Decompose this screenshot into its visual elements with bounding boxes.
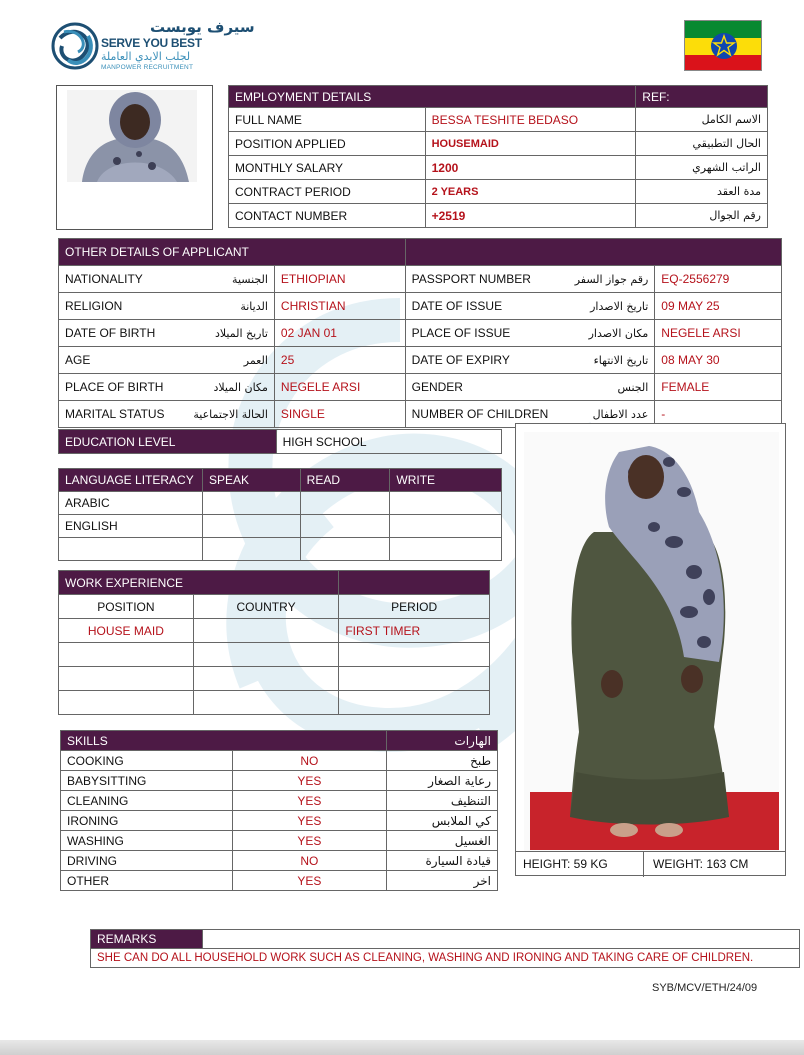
table-row — [59, 515, 502, 538]
skill-value: YES — [232, 871, 386, 891]
table-row — [59, 347, 782, 374]
language-arabic: ARABIC — [59, 492, 203, 515]
measurements-row — [515, 851, 786, 876]
date-of-issue-label: DATE OF ISSUE — [405, 293, 554, 320]
work-position-value: HOUSE MAID — [59, 619, 194, 643]
read-header: READ — [300, 469, 390, 492]
gender-label: GENDER — [405, 374, 554, 401]
nationality-value: ETHIOPIAN — [274, 266, 405, 293]
table-row — [229, 180, 768, 204]
monthly-salary-arabic: الراتب الشهري — [636, 156, 768, 180]
logo-knot-icon — [50, 18, 100, 74]
age-label: AGE — [59, 347, 185, 374]
table-row — [59, 320, 782, 347]
table-row — [229, 156, 768, 180]
table-row — [61, 791, 498, 811]
language-empty — [59, 538, 203, 561]
skill-arabic: التنظيف — [387, 791, 498, 811]
other-details-title: OTHER DETAILS OF APPLICANT — [59, 239, 406, 266]
contact-number-arabic: رقم الجوال — [636, 204, 768, 228]
applicant-portrait-photo — [56, 85, 213, 230]
skill-value: YES — [232, 831, 386, 851]
contract-period-value: 2 YEARS — [425, 180, 636, 204]
passport-number-arabic: رقم جواز السفر — [554, 266, 655, 293]
skill-value: NO — [232, 751, 386, 771]
country-header: COUNTRY — [193, 595, 339, 619]
table-row — [59, 492, 502, 515]
speak-header: SPEAK — [202, 469, 300, 492]
date-of-expiry-value: 08 MAY 30 — [655, 347, 782, 374]
education-level-label: EDUCATION LEVEL — [59, 430, 277, 454]
skill-value: YES — [232, 811, 386, 831]
position-applied-value: HOUSEMAID — [425, 132, 636, 156]
work-experience-title: WORK EXPERIENCE — [59, 571, 339, 595]
skill-name: IRONING — [61, 811, 233, 831]
employment-details-table — [228, 85, 768, 228]
company-logo — [50, 18, 255, 78]
skill-name: OTHER — [61, 871, 233, 891]
contract-period-arabic: مدة العقد — [636, 180, 768, 204]
table-row — [59, 619, 490, 643]
language-literacy-table — [58, 468, 502, 561]
position-applied-label: POSITION APPLIED — [229, 132, 426, 156]
skill-name: BABYSITTING — [61, 771, 233, 791]
position-header: POSITION — [59, 595, 194, 619]
table-row — [61, 751, 498, 771]
logo-company-name: SERVE YOU BEST — [101, 36, 202, 50]
table-row — [59, 595, 490, 619]
religion-label: RELIGION — [59, 293, 185, 320]
full-name-arabic: الاسم الكامل — [636, 108, 768, 132]
logo-arabic-name: سيرف يوبست — [150, 18, 255, 36]
language-english: ENGLISH — [59, 515, 203, 538]
date-of-birth-value: 02 JAN 01 — [274, 320, 405, 347]
skill-arabic: طبخ — [387, 751, 498, 771]
skills-title: SKILLS — [61, 731, 387, 751]
ref-label: REF: — [636, 86, 768, 108]
table-row — [229, 204, 768, 228]
skill-arabic: اخر — [387, 871, 498, 891]
date-of-birth-label: DATE OF BIRTH — [59, 320, 185, 347]
date-of-issue-value: 09 MAY 25 — [655, 293, 782, 320]
place-of-birth-arabic: مكان الميلاد — [185, 374, 274, 401]
place-of-birth-label: PLACE OF BIRTH — [59, 374, 185, 401]
date-of-birth-arabic: تاريخ الميلاد — [185, 320, 274, 347]
weight-value: WEIGHT: 163 CM — [653, 857, 749, 871]
place-of-issue-label: PLACE OF ISSUE — [405, 320, 554, 347]
skill-value: YES — [232, 771, 386, 791]
table-row — [229, 132, 768, 156]
logo-arabic-subtitle: لجلب الايدي العاملة — [101, 50, 191, 63]
skill-value: NO — [232, 851, 386, 871]
height-value: HEIGHT: 59 KG — [523, 857, 608, 871]
monthly-salary-label: MONTHLY SALARY — [229, 156, 426, 180]
contact-number-label: CONTACT NUMBER — [229, 204, 426, 228]
number-of-children-value: - — [655, 401, 782, 428]
applicant-full-photo — [515, 423, 786, 876]
skill-arabic: رعاية الصغار — [387, 771, 498, 791]
education-table — [58, 429, 502, 454]
skill-name: DRIVING — [61, 851, 233, 871]
full-name-label: FULL NAME — [229, 108, 426, 132]
date-of-expiry-label: DATE OF EXPIRY — [405, 347, 554, 374]
contract-period-label: CONTRACT PERIOD — [229, 180, 426, 204]
date-of-issue-arabic: تاريخ الاصدار — [554, 293, 655, 320]
ethiopia-flag-icon — [684, 20, 762, 71]
language-literacy-header: LANGUAGE LITERACY — [59, 469, 203, 492]
table-row — [61, 871, 498, 891]
number-of-children-label: NUMBER OF CHILDREN — [405, 401, 554, 428]
table-row — [61, 851, 498, 871]
skill-arabic: الغسيل — [387, 831, 498, 851]
employment-details-title: EMPLOYMENT DETAILS — [229, 86, 636, 108]
passport-number-value: EQ-2556279 — [655, 266, 782, 293]
marital-status-value: SINGLE — [274, 401, 405, 428]
education-level-value: HIGH SCHOOL — [276, 430, 501, 454]
work-period-value: FIRST TIMER — [339, 619, 490, 643]
number-of-children-arabic: عدد الاطفال — [554, 401, 655, 428]
age-value: 25 — [274, 347, 405, 374]
other-details-table — [58, 238, 782, 428]
table-row — [229, 108, 768, 132]
place-of-birth-value: NEGELE ARSI — [274, 374, 405, 401]
marital-status-label: MARITAL STATUS — [59, 401, 185, 428]
contact-number-value: +2519 — [425, 204, 636, 228]
skill-arabic: قيادة السيارة — [387, 851, 498, 871]
work-country-value — [193, 619, 339, 643]
table-row — [59, 667, 490, 691]
work-experience-table — [58, 570, 490, 715]
table-row — [59, 538, 502, 561]
religion-arabic: الديانة — [185, 293, 274, 320]
page-bottom-edge — [0, 1040, 804, 1055]
place-of-issue-arabic: مكان الاصدار — [554, 320, 655, 347]
monthly-salary-value: 1200 — [425, 156, 636, 180]
nationality-arabic: الجنسية — [185, 266, 274, 293]
passport-number-label: PASSPORT NUMBER — [405, 266, 554, 293]
skill-name: COOKING — [61, 751, 233, 771]
position-applied-arabic: الحال التطبيقي — [636, 132, 768, 156]
nationality-label: NATIONALITY — [59, 266, 185, 293]
remarks-text: SHE CAN DO ALL HOUSEHOLD WORK SUCH AS CLEANING, WASHING AND IRONING AND TAKING CARE OF CHILDREN. — [91, 949, 800, 968]
table-row — [61, 831, 498, 851]
table-row — [59, 293, 782, 320]
skills-title-arabic: الهارات — [387, 731, 498, 751]
skill-value: YES — [232, 791, 386, 811]
write-header: WRITE — [390, 469, 502, 492]
table-row — [59, 691, 490, 715]
table-row — [61, 811, 498, 831]
skill-name: CLEANING — [61, 791, 233, 811]
date-of-expiry-arabic: تاريخ الانتهاء — [554, 347, 655, 374]
logo-tagline: MANPOWER RECRUITMENT — [101, 64, 194, 71]
gender-value: FEMALE — [655, 374, 782, 401]
gender-arabic: الجنس — [554, 374, 655, 401]
applicant-full-photo-image — [524, 432, 779, 852]
reference-code: SYB/MCV/ETH/24/09 — [652, 982, 758, 994]
skills-table — [60, 730, 498, 891]
place-of-issue-value: NEGELE ARSI — [655, 320, 782, 347]
remarks-table — [90, 929, 800, 968]
skill-arabic: كي الملابس — [387, 811, 498, 831]
table-row — [59, 643, 490, 667]
remarks-title: REMARKS — [91, 930, 203, 949]
period-header: PERIOD — [339, 595, 490, 619]
table-row — [61, 771, 498, 791]
skill-name: WASHING — [61, 831, 233, 851]
marital-status-arabic: الحالة الاجتماعية — [185, 401, 274, 428]
religion-value: CHRISTIAN — [274, 293, 405, 320]
age-arabic: العمر — [185, 347, 274, 374]
table-row — [59, 374, 782, 401]
full-name-value: BESSA TESHITE BEDASO — [425, 108, 636, 132]
table-row — [59, 266, 782, 293]
